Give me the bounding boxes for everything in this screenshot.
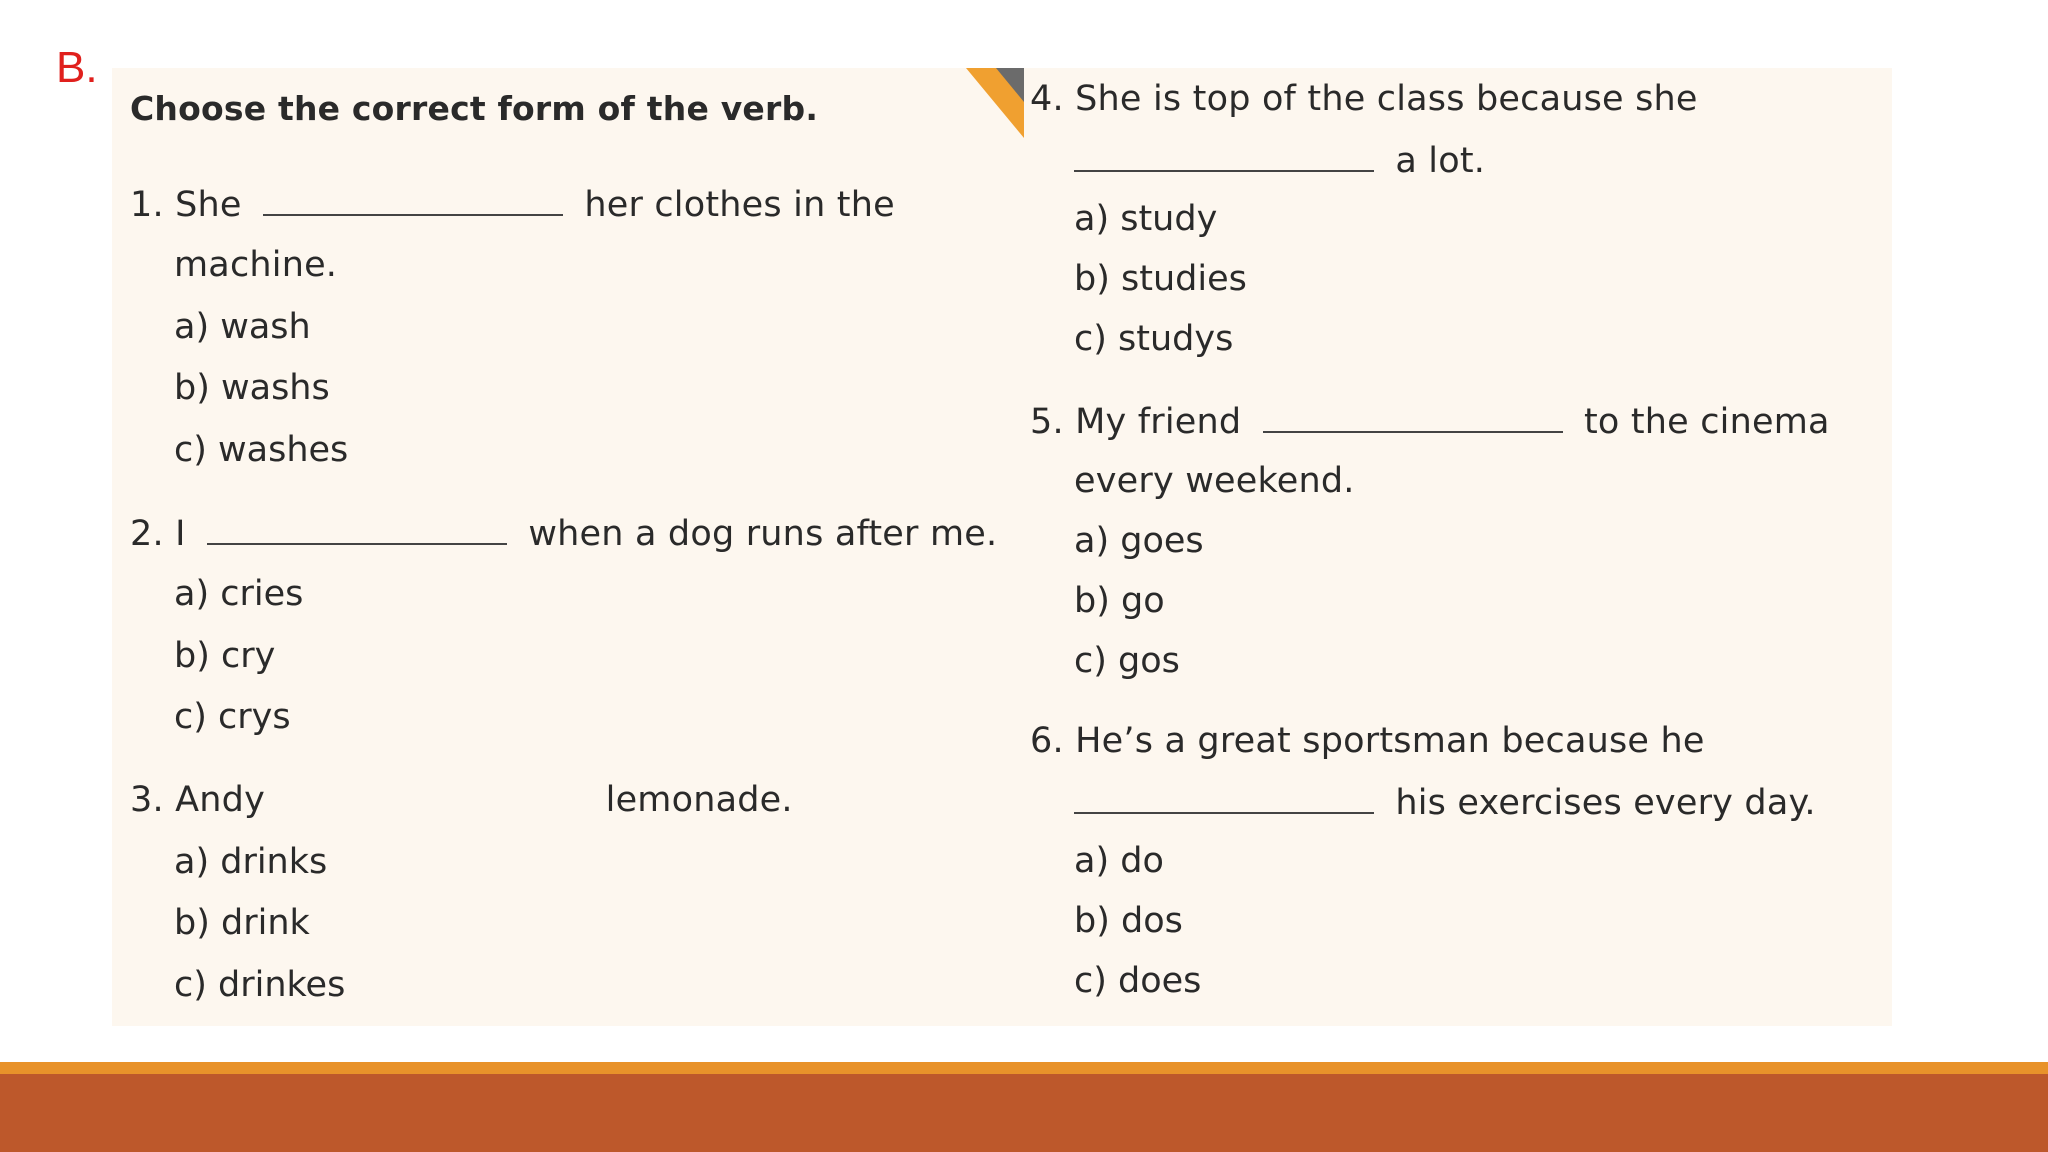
question-text-before: He’s a great sportsman because he: [1075, 721, 1705, 761]
option-6a: a) do: [1074, 841, 1164, 881]
question-text-after: when a dog runs after me.: [528, 514, 998, 554]
question-text-after: her clothes in the: [584, 185, 895, 225]
question-6-continuation: [1064, 784, 1816, 821]
question-text-before: She: [175, 185, 242, 225]
option-1c: c) washes: [174, 430, 349, 470]
question-text-after: lemonade.: [605, 780, 793, 820]
option-6c: c) does: [1074, 961, 1202, 1001]
answer-blank: [207, 515, 507, 545]
question-1-continuation: machine.: [174, 245, 338, 285]
question-number: 2.: [130, 514, 164, 554]
option-1a: a) wash: [174, 307, 311, 347]
question-4-continuation: [1064, 142, 1485, 179]
option-6b: b) dos: [1074, 901, 1183, 941]
option-1b: b) washs: [174, 368, 330, 408]
option-4b: b) studies: [1074, 259, 1247, 299]
question-1: [130, 186, 895, 223]
question-text-after: his exercises every day.: [1395, 783, 1816, 823]
option-4c: c) studys: [1074, 319, 1234, 359]
option-3b: b) drink: [174, 903, 310, 943]
option-5a: a) goes: [1074, 521, 1204, 561]
question-text-before: She is top of the class because she: [1075, 79, 1698, 119]
question-5-continuation: every weekend.: [1074, 461, 1355, 501]
instruction-heading: Choose the correct form of the verb.: [130, 89, 819, 128]
page-corner-fold-icon: [966, 68, 1024, 138]
section-label: B.: [56, 43, 98, 92]
question-text-before: Andy: [175, 780, 265, 820]
question-3: [130, 780, 793, 820]
question-text-after: to the cinema: [1584, 402, 1830, 442]
question-2: [130, 515, 997, 552]
question-text-before: My friend: [1075, 402, 1242, 442]
question-number: 5.: [1030, 402, 1064, 442]
question-text-before: I: [175, 514, 186, 554]
answer-blank: [1263, 403, 1563, 433]
option-2b: b) cry: [174, 636, 276, 676]
answer-blank: [1074, 142, 1374, 172]
question-number: 1.: [130, 185, 164, 225]
question-text-after: a lot.: [1395, 141, 1486, 181]
question-6: [1030, 721, 1705, 761]
option-3c: c) drinkes: [174, 965, 346, 1005]
question-number: 3.: [130, 780, 164, 820]
footer-band: [0, 1074, 2048, 1152]
answer-blank: [263, 186, 563, 216]
option-5b: b) go: [1074, 581, 1165, 621]
footer-accent-stripe: [0, 1062, 2048, 1074]
option-3a: a) drinks: [174, 842, 328, 882]
option-5c: c) gos: [1074, 641, 1180, 681]
question-number: 4.: [1030, 79, 1064, 119]
option-4a: a) study: [1074, 199, 1218, 239]
option-2c: c) crys: [174, 697, 291, 737]
question-4: [1030, 79, 1698, 119]
question-number: 6.: [1030, 721, 1064, 761]
question-5: [1030, 403, 1830, 440]
answer-blank: [1074, 784, 1374, 814]
option-2a: a) cries: [174, 574, 304, 614]
